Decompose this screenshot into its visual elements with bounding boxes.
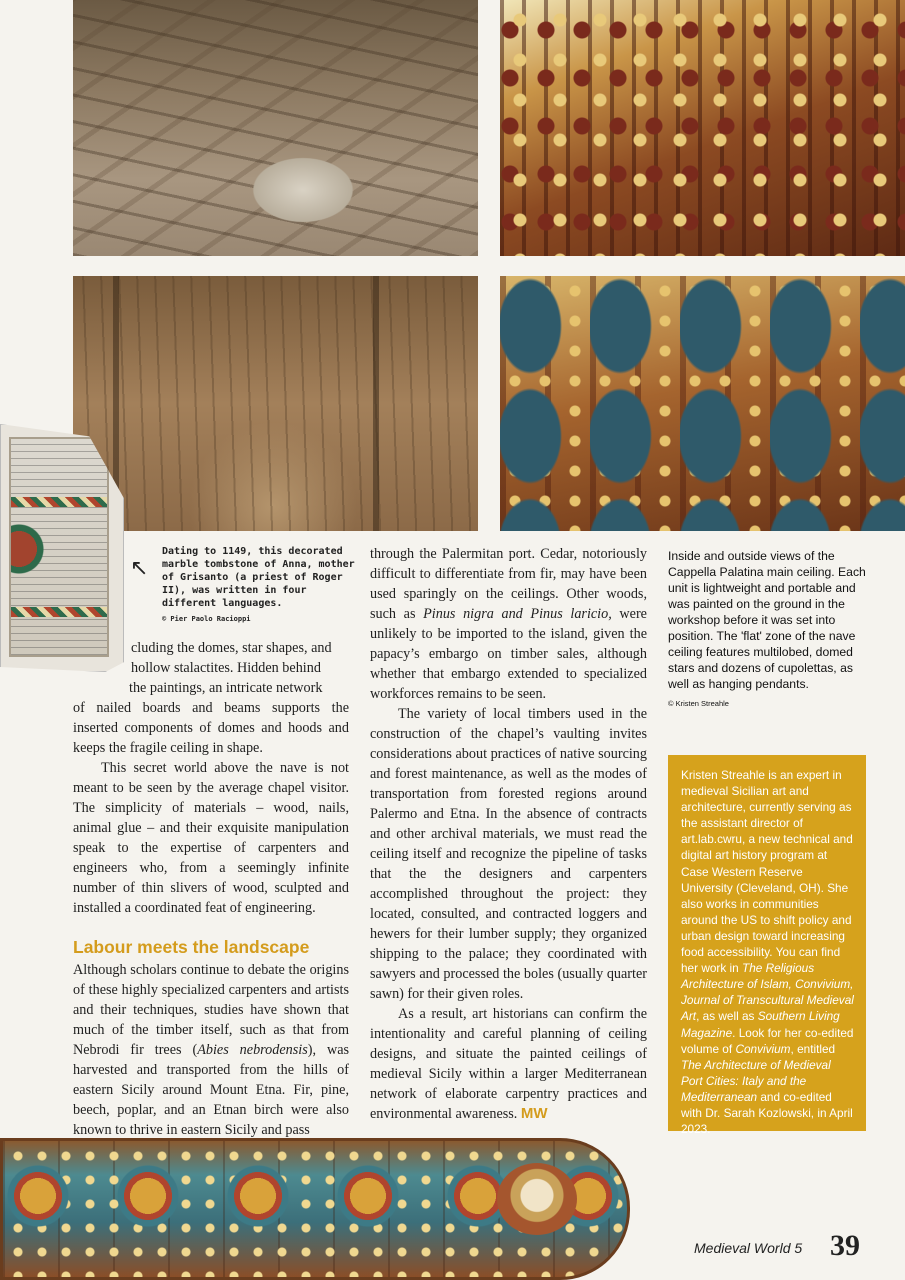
paragraph-line: hollow stalactites. Hidden behind [131, 660, 321, 676]
end-mark: MW [520, 1105, 548, 1122]
ceiling-photo-bottom [500, 276, 905, 531]
paragraph-line: cluding the domes, star shapes, and [131, 640, 332, 656]
ceiling-caption [668, 548, 868, 712]
article-column-1 [73, 638, 349, 1140]
tombstone-caption-credit: © Pier Paolo Racioppi [162, 615, 251, 623]
ceiling-caption-credit: © Kristen Streahle [668, 699, 729, 708]
tombstone-border [11, 607, 107, 617]
carpentry-photo-bottom [73, 276, 478, 531]
caption-arrow-icon: ↖ [130, 556, 149, 581]
paragraph: Although scholars continue to debate the origins of these highly specialized carpenters and artists and their techniques, studies have shown that much of the timber itself, such as that from Nebrodi fir trees (Abies nebrodensis), was harvested and transported from the hills of eastern Sicily around Mount Etna. Fir, pine, beech, poplar, and an Etnan birch were also known to thrive in eastern Sicily and pass [73, 962, 350, 1138]
painted-beam-photo [0, 1138, 630, 1280]
beam-portrait-medallion [497, 1163, 577, 1235]
author-bio-box: Kristen Streahle is an expert in medieval Sicilian art and architecture, currently serving as the assistant director of art.lab.cwru, a new technical and digital art history program at Case Western Reserve University (Cleveland, OH). She also works in communities around the US to shift policy and urban design toward increasing food accessibility. You can find her work in The Religious Architecture of Islam, Convivium, Journal of Transcultural Medieval Art, as well as Southern Living Magazine. Look for her co-edited volume of Convivium, entitled The Architecture of Medieval Port Cities: Italy and the Mediterranean and co-edited with Dr. Sarah Kozlowski, in April 2023. [668, 755, 866, 1131]
paragraph: through the Palermitan port. Cedar, notoriously difficult to differentiate from fir, may have been used sparingly on the ceilings. Other woods, such as Pinus nigra and Pinus laricio, were unlikely to be imported to the island, given the papacy’s embargo on timber sales, although whether that embargo extended to specialized workforces remains to be seen. [370, 546, 647, 702]
carpentry-photo-top [73, 0, 478, 256]
tombstone-caption [162, 545, 357, 626]
tombstone-caption-text: Dating to 1149, this decorated marble tombstone of Anna, mother of Grisanto (a priest of Roger II), was written in four different languages. [162, 546, 355, 609]
ceiling-photo-top [500, 0, 905, 256]
article-column-2 [370, 544, 647, 1124]
paragraph-line: the paintings, an intricate network [129, 680, 323, 696]
paragraph: of nailed boards and beams supports the inserted components of domes and hoods and keeps the fragile ceiling in shape. [73, 700, 349, 756]
ceiling-caption-text: Inside and outside views of the Cappella Palatina main ceiling. Each unit is lightweight and portable and was painted on the ground in the workshop before it was set into position. The 'flat' zone of the nave ceiling features multilobed, domed stars and dozens of cupolettas, as well as hanging pendants. [668, 549, 866, 691]
tombstone-inscriptions [9, 437, 109, 657]
tombstone-border [11, 497, 107, 507]
page-number: 39 [830, 1229, 860, 1262]
paragraph: This secret world above the nave is not meant to be seen by the average chapel visitor. The simplicity of materials – wood, nails, animal glue – and their exquisite manipulation speak to the expertise of carpenters and engineers who, from a seemingly infinite number of thin slivers of wood, sculpted and installed a coordinated feat of engineering. [73, 760, 349, 916]
paragraph: The variety of local timbers used in the construction of the chapel’s vaulting invites considerations about practices of native sourcing and forest maintenance, as well as the modes of transportation from forested regions around Palermo and Etna. In the absence of contracts and other archival materials, we must read the ceiling itself and recognize the pipeline of tasks that the the designers and carpenters accomplished throughout the project: they located, consulted, and contracted loggers and hewers for their lumber supply; they organized shipping to the palace; they coordinated with sawyers and processed the boles (usually quarter sawn) for their given roles. [370, 706, 647, 1002]
publication-name: Medieval World 5 [694, 1240, 803, 1256]
paragraph: As a result, art historians can confirm the intentionality and careful planning of ceiling designs, and situate the painted ceilings of medieval Sicily within a larger Mediterranean network of elaborate carpentry practices and environmental awareness. MW [370, 1006, 647, 1122]
section-heading: Labour meets the landscape [73, 937, 310, 957]
